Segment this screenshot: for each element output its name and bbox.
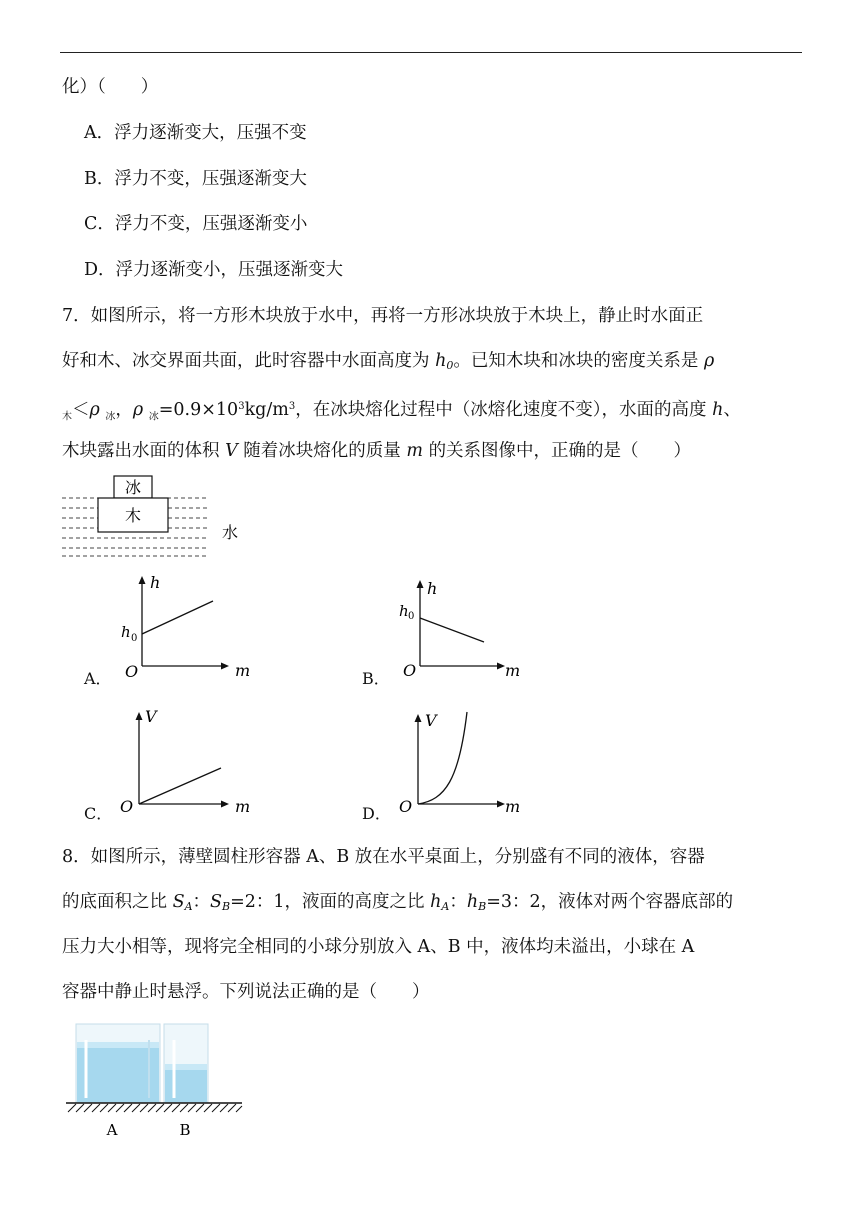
svg-text:O: O [125,662,139,681]
svg-text:h: h [427,579,438,598]
svg-text:h: h [150,573,161,592]
containers-figure [64,1022,248,1144]
q6-option-c: C．浮力不变，压强逐渐变小 [84,214,308,234]
q8-line-2: 的底面积之比 $S_A$：$S_B=2$：1，液面的高度之比 $h_A$：$h_B=3$：2，液体对两个容器底部的 [62,892,734,913]
q8-line-1: 8．如图所示，薄壁圆柱形容器 A、B 放在水平桌面上，分别盛有不同的液体，容器 [62,847,705,867]
y-arrow [139,576,146,584]
q7-line-3: $_木$＜ρ $_冰$，ρ $_冰=0.9\times 10^3kg/m^3$，在冰块熔化过程中（冰熔化速度不变），水面的高度 h、 [62,400,741,423]
table-hatching [68,1104,242,1112]
svg-text:0: 0 [408,611,415,622]
graph-b [397,570,537,686]
graph-a [115,570,255,686]
q6-option-b: B．浮力不变，压强逐渐变大 [84,169,307,189]
liquid-a [77,1044,159,1102]
water-label: 水 [222,523,239,542]
svg-text:h: h [399,602,409,620]
graph-d-label: D． [362,804,391,823]
q8-line-4: 容器中静止时悬浮。下列说法正确的是（ ） [62,982,430,1002]
svg-text:V: V [145,707,157,726]
q7-line-2: 好和木、冰交界面共面，此时容器中水面高度为 $h_0$。已知木块和冰块的密度关系是 ρ [62,351,715,372]
x-arrow [221,663,229,670]
svg-text:O: O [403,661,417,680]
graph-b-line [420,618,484,642]
svg-text:m: m [505,797,521,816]
ice-wood-water-figure [60,474,240,560]
svg-text:V: V [425,711,437,730]
container-a-label: A [106,1121,118,1139]
q8-line-3: 压力大小相等，现将完全相同的小球分别放入 A、B 中，液体均未溢出，小球在 A [62,937,695,957]
q6-option-a: A．浮力逐渐变大，压强不变 [84,123,307,143]
svg-text:O: O [120,797,134,816]
graph-d [397,700,537,820]
graph-b-label: B． [362,669,390,688]
ice-label: 冰 [124,478,142,497]
graph-c-label: C． [84,804,113,823]
wood-label: 木 [124,506,142,525]
graph-c-line [139,768,221,804]
q7-line-4: 木块露出水面的体积 V 随着冰块熔化的质量 m 的关系图像中，正确的是（ ） [62,441,692,461]
svg-text:O: O [399,797,413,816]
svg-text:0: 0 [131,633,138,644]
header-rule [60,52,802,53]
svg-text:m: m [235,797,251,816]
q6-option-d: D．浮力逐渐变小，压强逐渐变大 [84,260,344,280]
graph-a-label: A． [84,669,112,688]
q6-tail: 化）（ ） [62,77,159,97]
graph-c [115,700,255,820]
svg-text:h: h [121,623,131,641]
q7-line-1: 7．如图所示，将一方形木块放于水中，再将一方形冰块放于木块上，静止时水面正 [62,306,704,326]
svg-text:m: m [505,661,521,680]
svg-text:m: m [235,661,251,680]
graph-a-line [142,601,213,634]
container-b-label: B [179,1121,191,1139]
liquid-b [165,1066,207,1102]
